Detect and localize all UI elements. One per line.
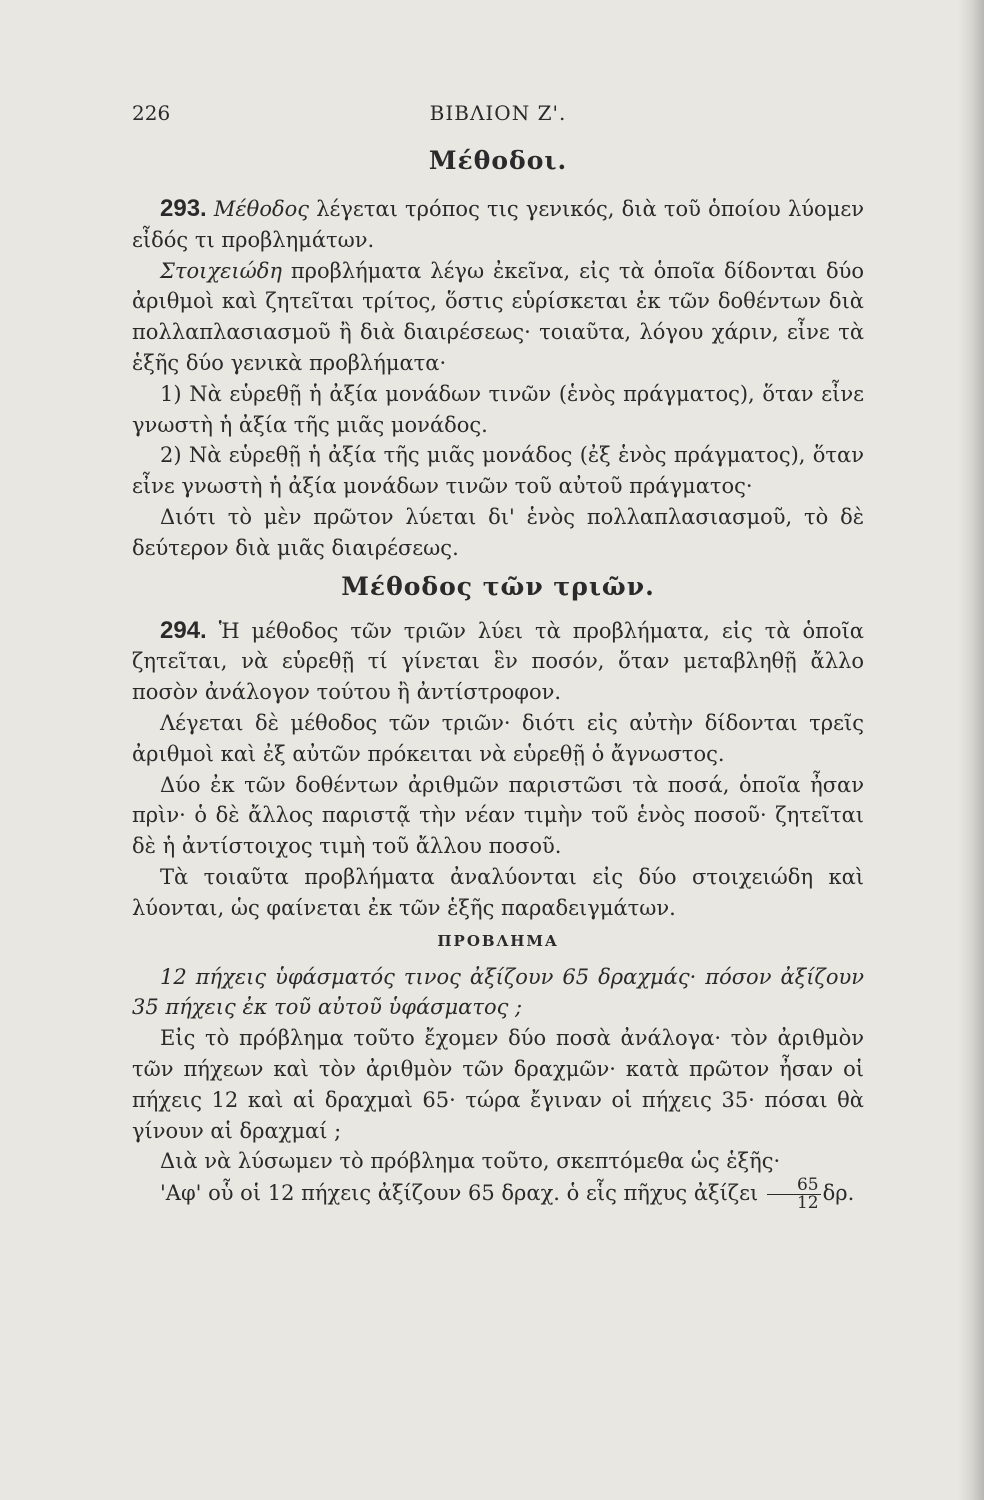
fraction — [767, 1177, 821, 1212]
paragraph-dia: Διὰ νὰ λύσωμεν τὸ πρόβλημα τοῦτο, σκεπτόμεθα ὡς ἑξῆς· — [160, 1149, 781, 1174]
paragraph-af — [132, 1177, 864, 1212]
paragraph-dioti: Διότι τὸ μὲν πρῶτον λύεται δι' ἑνὸς πολλαπλασιασμοῦ, τὸ δὲ δεύτερον διὰ μιᾶς διαιρέσεως. — [132, 504, 864, 560]
page-header — [132, 92, 864, 132]
paragraph-duo: Δύο ἐκ τῶν δοθέντων ἀριθμῶν παριστῶσι τὰ ποσά, ὁποῖα ἦσαν πρὶν· ὁ δὲ ἄλλος παριστᾷ τὴν νέαν τιμὴν τοῦ ἑνὸς ποσοῦ· ζητεῖται δὲ ἡ ἀντίστοιχος τιμὴ τοῦ ἄλλου ποσοῦ. — [132, 772, 864, 859]
section-title-methods: Μέθοδοι. — [428, 146, 568, 175]
page-edge-shadow — [958, 0, 984, 1500]
page-number: 226 — [132, 101, 171, 125]
defined-term: Στοιχειώδη — [160, 258, 282, 283]
paragraph-text: προβλήματα λέγω ἐκεῖνα, εἰς τὰ ὁποῖα δίδονται δύο ἀριθμοὶ καὶ ζητεῖται τρίτος, ὅστις εὑρίσκεται ἐκ τῶν δοθέντων διὰ πολλαπλασιασμοῦ ἢ διὰ διαιρέσεως· τοιαῦτα, λόγου χάριν, εἶνε τὰ ἑξῆς δύο γενικὰ προβλήματα· — [132, 258, 864, 375]
defined-term: Μέθοδος — [213, 197, 310, 221]
paragraph-294 — [132, 616, 864, 708]
fraction-denominator: 12 — [796, 1193, 819, 1214]
unit-label: δρ. — [822, 1181, 855, 1206]
list-item-2: 2) Νὰ εὑρεθῇ ἡ ἀξία τῆς μιᾶς μονάδος (ἐξ ἑνὸς πράγματος), ὅταν εἶνε γνωστὴ ἡ ἀξία μονάδων τινῶν τοῦ αὐτοῦ πράγματος· — [132, 443, 864, 499]
problem-statement: 12 πήχεις ὑφάσματός τινος ἀξίζουν 65 δραχμάς· πόσον ἀξίζουν 35 πήχεις ἐκ τοῦ αὐτοῦ ὑφάσματος ; — [132, 964, 864, 1020]
paragraph-text: Ἡ μέθοδος τῶν τριῶν λύει τὰ προβλήματα, εἰς τὰ ὁποῖα ζητεῖται, νὰ εὑρεθῇ τί γίνεται ἓν ποσόν, ὅταν μεταβληθῇ ἄλλο ποσὸν ἀνάλογον τούτου ἢ ἀντίστροφον. — [132, 618, 864, 705]
paragraph-legetai: Λέγεται δὲ μέθοδος τῶν τριῶν· διότι εἰς αὐτὴν δίδονται τρεῖς ἀριθμοὶ καὶ ἐξ αὐτῶν πρόκειται νὰ εὑρεθῇ ὁ ἄγνωστος. — [132, 710, 864, 766]
paragraph-elementary — [132, 256, 864, 379]
list-item-1: 1) Νὰ εὑρεθῇ ἡ ἀξία μονάδων τινῶν (ἑνὸς πράγματος), ὅταν εἶνε γνωστὴ ἡ ἀξία τῆς μιᾶς μονάδος. — [132, 381, 864, 437]
book-page — [132, 92, 864, 1212]
running-head: ΒΙΒΛΙΟΝ Ζ'. — [429, 101, 567, 125]
fraction-numerator: 65 — [767, 1177, 821, 1195]
paragraph-text: λέγεται τρόπος τις γενικός, διὰ τοῦ ὁποίου λύομεν εἶδός τι προβλημάτων. — [132, 197, 864, 252]
paragraph-text: 'Αφ' οὗ οἱ 12 πήχεις ἀξίζουν 65 δραχ. ὁ εἷς πῆχυς ἀξίζει — [160, 1181, 759, 1206]
paragraph-ta: Τὰ τοιαῦτα προβλήματα ἀναλύονται εἰς δύο στοιχειώδη καὶ λύονται, ὡς φαίνεται ἐκ τῶν ἑξῆς παραδειγμάτων. — [132, 864, 864, 920]
paragraph-number: 294. — [160, 616, 207, 644]
paragraph-number: 293. — [160, 195, 207, 222]
paragraph-eis: Εἰς τὸ πρόβλημα τοῦτο ἔχομεν δύο ποσὰ ἀνάλογα· τὸν ἀριθμὸν τῶν πήχεων καὶ τὸν ἀριθμὸν τῶν δραχμῶν· κατὰ πρῶτον ἦσαν οἱ πήχεις 12 καὶ αἱ δραχμαὶ 65· τώρα ἔγιναν οἱ πήχεις 35· πόσαι θὰ γίνουν αἱ δραχμαί ; — [132, 1026, 864, 1143]
section-title-rule-of-three: Μέθοδος τῶν τριῶν. — [341, 571, 655, 601]
problem-heading: ΠΡΟΒΛΗΜΑ — [437, 931, 559, 950]
paragraph-293 — [132, 194, 864, 256]
